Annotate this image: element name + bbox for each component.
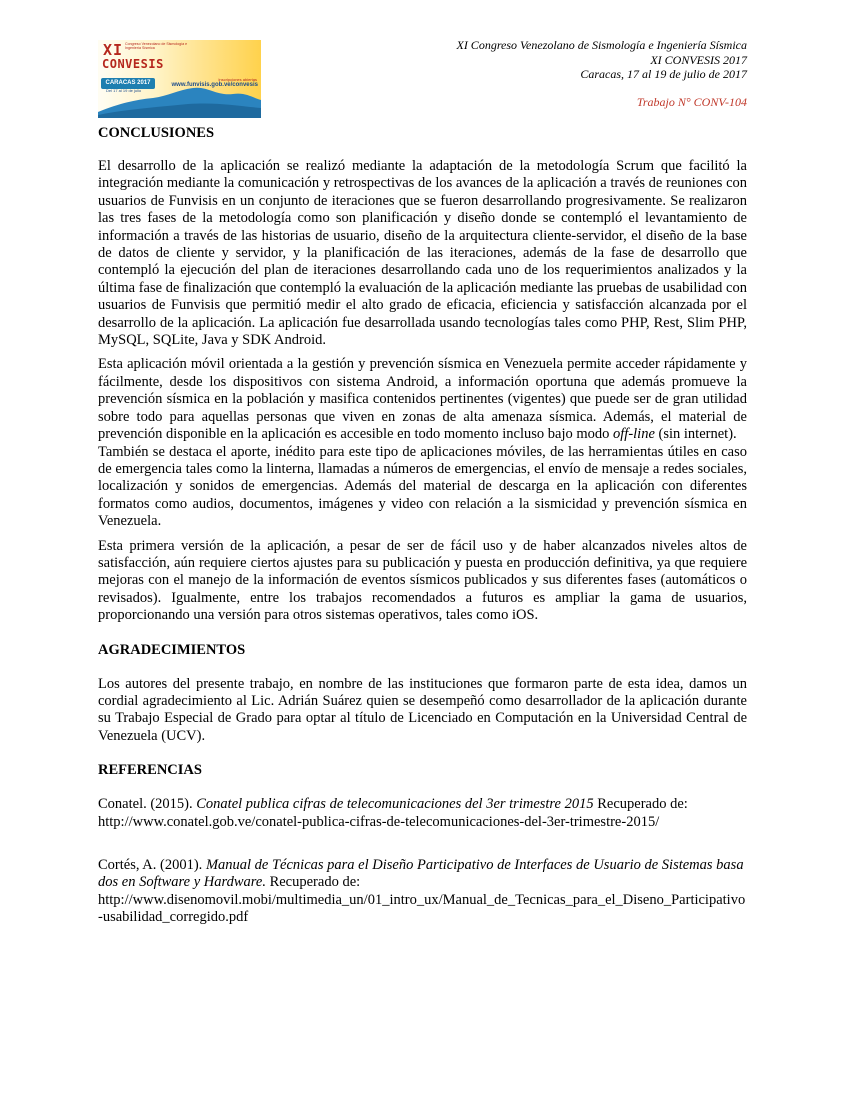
congress-name: XI Congreso Venezolano de Sismología e Ingeniería Sísmica bbox=[456, 38, 747, 52]
reference-retrieved: Recuperado de: bbox=[265, 874, 361, 891]
section-title-conclusiones: CONCLUSIONES bbox=[98, 125, 215, 141]
page-header bbox=[456, 38, 747, 109]
logo-url: www.funvisis.gob.ve/convesis bbox=[171, 82, 258, 88]
conclusiones-paragraph-4: Esta primera versión de la aplicación, a pesar de ser de fácil uso y de haber alcanzados niveles altos de satisfacción, aún requiere ciertos ajustes para su publicación y puesta en producción definitiva, ya que requiere mejoras con el manejo de la información de eventos sísmicos publicados y sus diferentes fases (automáticos o revisados). Igualmente, entre los trabajos recomendados a futuros es ampliar la gama de usuarios, proporcionando una versión para otros sistemas operativos, tales como iOS. bbox=[98, 537, 747, 624]
reference-item bbox=[98, 796, 747, 831]
logo-roman-numeral: XI bbox=[103, 41, 124, 59]
paper-body bbox=[98, 124, 747, 927]
reference-author: Conatel. (2015). bbox=[98, 796, 197, 813]
reference-item bbox=[98, 857, 747, 927]
reference-author: Cortés, A. (2001). bbox=[98, 857, 206, 873]
paragraph-2-text: Esta aplicación móvil orientada a la gestión y prevención sísmica en Venezuela permite acceder rápidamente y fácilmente, desde los dispositivos con sistema Android, a información oportuna que además promueve la prevención sísmica en la población y masifica contenidos pertinentes (vigentes) que puede ser de gran utilidad sobre todo para aquellas personas que viven en zonas de alta amenaza sísmica. Además, el material de prevención disponible en la aplicación es accesible en todo momento incluso bajo modo bbox=[98, 356, 747, 443]
conclusiones-paragraph-1: El desarrollo de la aplicación se realizó mediante la adaptación de la metodología Scrum que facilitó la integración mediante la comunicación y retrospectivas de los avances de la aplicación a través de reuniones con usuarios de Funvisis en un conjunto de iteraciones que se fueron desarrollando progresivamente. Se realizaron las tres fases de la metodología como son planificación y diseño donde se contempló el levantamiento de información a través de las historias de usuario, diseño de la arquitectura cliente-servidor, el diseño de la base de datos de cliente y servidor, y la planificación de las iteraciones, además de la fase de desarrollo que contempló la ejecución del plan de iteraciones desarrollando cada uno de los requerimientos analizados y la última fase de finalización que contempló la evaluación de la aplicación mediante las pruebas de usabilidad con usuarios de Funvisis que permitió medir el alto grado de eficacia, eficiencia y satisfacción alcanzada por el desarrollo de la aplicación. La aplicación fue desarrollada usando tecnologías tales como PHP, Rest, Slim PHP, MySQL, SQLite, Java y SDK Android. bbox=[98, 158, 747, 349]
conclusiones-paragraph-2 bbox=[98, 356, 747, 443]
reference-retrieved: Recuperado de: bbox=[593, 796, 688, 813]
logo-dates: Del 17 al 19 de julio bbox=[106, 88, 142, 93]
reference-title: Conatel publica cifras de telecomunicaciones del 3er trimestre 2015 bbox=[196, 796, 594, 813]
conclusiones-paragraph-3: También se destaca el aporte, inédito para este tipo de aplicaciones móviles, de las herramientas útiles en caso de emergencia tales como la linterna, llamadas a números de emergencias, el envío de mensaje a redes sociales, localización y sonidos de emergencias. Además del material de descarga en la aplicación con diferentes formatos como audios, documentos, imágenes y video con relación a la sismicidad y prevención sísmica en Venezuela. bbox=[98, 443, 747, 530]
reference-url[interactable]: http://www.conatel.gob.ve/conatel-publica-cifras-de-telecomunicaciones-del-3er-trimestre-2015/ bbox=[98, 813, 660, 830]
logo-city-badge: CARACAS 2017 bbox=[101, 78, 155, 89]
logo-congress-name: Congreso Venezolano de Sismología e Ingeniería Sísmica bbox=[125, 42, 188, 51]
section-title-referencias: REFERENCIAS bbox=[98, 762, 202, 779]
convesis-logo bbox=[98, 40, 261, 118]
congress-place-date: Caracas, 17 al 19 de julio de 2017 bbox=[580, 67, 747, 82]
section-title-agradecimientos: AGRADECIMIENTOS bbox=[98, 641, 246, 658]
paper-number: Trabajo N° CONV-104 bbox=[636, 94, 747, 109]
agradecimientos-paragraph: Los autores del presente trabajo, en nombre de las instituciones que formaron parte de esta idea, damos un cordial agradecimiento al Lic. Adrián Suárez quien se desempeñó como desarrollador de la aplicación durante su Trabajo Especial de Grado para optar al título de Licenciado en Computación en la Universidad Central de Venezuela (UCV). bbox=[98, 675, 747, 744]
logo-wordmark: CONVESIS bbox=[102, 57, 164, 71]
offline-emphasis: off-line bbox=[613, 426, 655, 443]
paragraph-2-tail: (sin internet). bbox=[654, 426, 737, 443]
reference-url[interactable]: http://www.disenomovil.mobi/multimedia_un/01_intro_ux/Manual_de_Tecnicas_para_el_Diseno_Participativo-usabilidad_corregido.pdf bbox=[98, 891, 746, 926]
congress-edition: XI CONVESIS 2017 bbox=[650, 52, 747, 67]
reference-title: Manual de Técnicas para el Diseño Participativo de Interfaces de Usuario de Sistemas basados en Software y Hardware. bbox=[98, 857, 744, 891]
logo-inscriptions: Inscripciones abiertas bbox=[218, 77, 257, 82]
